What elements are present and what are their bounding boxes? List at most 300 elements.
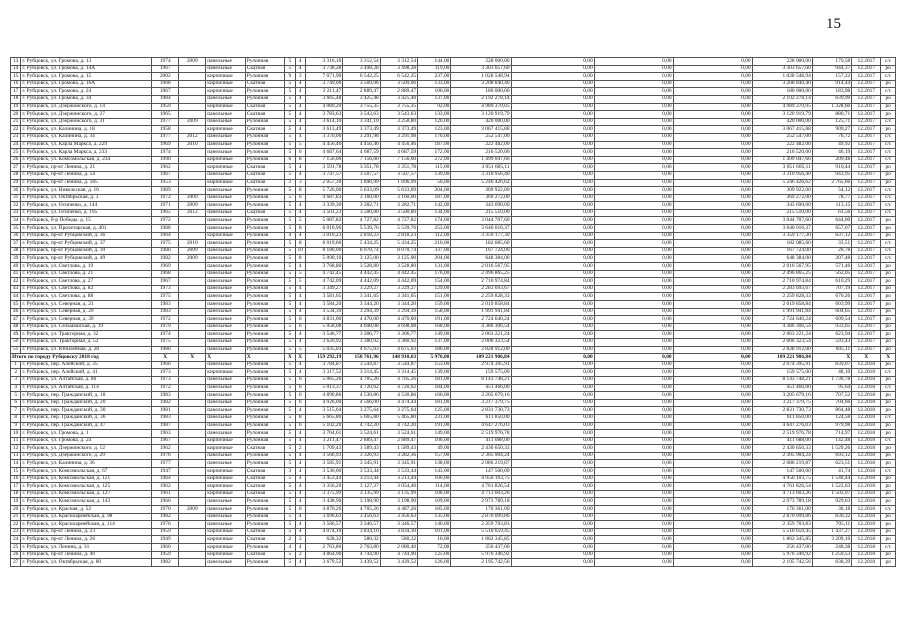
table-cell: 216 520,00 — [451, 149, 511, 157]
table-cell: 109,00 — [418, 498, 451, 506]
table-cell: 2 057,30 — [305, 179, 342, 187]
table-cell: 0,00 — [511, 544, 594, 552]
table-cell: Скатная — [245, 80, 284, 88]
table-cell: 1962 — [152, 164, 179, 172]
table-cell: 5 — [285, 126, 295, 134]
table-cell: 12.2018 — [852, 452, 881, 460]
table-cell: с/с — [881, 468, 896, 476]
table-cell: 0,00 — [594, 521, 673, 529]
table-cell: кирпичные — [206, 369, 245, 377]
table-cell: 1959 — [152, 551, 179, 559]
table-cell: 1 028 548,94 — [451, 73, 511, 81]
table-cell: 0,00 — [594, 559, 673, 567]
table-cell: ро — [881, 225, 896, 233]
table-cell: 0,00 — [511, 263, 594, 271]
table-cell: 4 — [295, 498, 305, 506]
table-cell: Рулонная — [245, 399, 284, 407]
table-cell — [179, 232, 206, 240]
table-cell: 5 — [285, 141, 295, 149]
table-cell: 153,00 — [418, 361, 451, 369]
table-cell: 707,52 — [812, 392, 851, 400]
table-cell: 12.2017 — [852, 179, 881, 187]
table-cell: 167 724,00 — [752, 247, 812, 255]
table-row — [11, 559, 896, 567]
table-cell: 23 — [11, 528, 21, 536]
table-cell: 5 — [285, 331, 295, 339]
table-cell: ро — [881, 80, 896, 88]
table-cell: 4 566,00 — [343, 399, 380, 407]
table-cell: 248,38 — [812, 544, 851, 552]
table-cell: 12.2018 — [852, 559, 881, 567]
table-cell: 12.2017 — [852, 247, 881, 255]
table-cell: г. Рубцовск, ул. Громова, д. 14А — [21, 65, 152, 73]
table-cell: 0,00 — [673, 156, 752, 164]
table-cell: 12.2017 — [852, 171, 881, 179]
table-cell: 222 482,00 — [752, 141, 812, 149]
table-cell: 12.2018 — [852, 437, 881, 445]
table-cell: 2 305 904,24 — [451, 452, 511, 460]
table-cell: 3 275,64 — [343, 407, 380, 415]
table-cell: 20,78 — [812, 247, 851, 255]
table-cell: 3 314,45 — [380, 369, 417, 377]
table-cell: 1973 — [152, 285, 179, 293]
table-cell: 944,37 — [812, 65, 851, 73]
table-cell: 0,00 — [594, 293, 673, 301]
table-cell: ро — [881, 361, 896, 369]
table-cell: 0,00 — [511, 156, 594, 164]
table-cell: 222 482,00 — [451, 141, 511, 149]
table-cell: ро — [881, 179, 896, 187]
table-cell: 3 127,37 — [343, 483, 380, 491]
table-cell: панельные — [206, 247, 245, 255]
table-cell: кирпичные — [206, 528, 245, 536]
table-row — [11, 301, 896, 309]
table-cell: 3 345,91 — [343, 460, 380, 468]
table-cell: 0,00 — [673, 126, 752, 134]
table-cell: ро — [881, 483, 896, 491]
table-cell: 12.2017 — [852, 285, 881, 293]
table-cell: 3 341,65 — [343, 293, 380, 301]
table-cell: 420 000,00 — [752, 118, 812, 126]
table-cell: 5 — [285, 95, 295, 103]
table-cell: 1962 — [152, 483, 179, 491]
table-cell: 231,00 — [418, 414, 451, 422]
table-cell: 0,00 — [511, 95, 594, 103]
table-cell: г. Рубцовск, б-р Победы, д. 15 — [21, 217, 152, 225]
table-cell: 4 744,90 — [343, 551, 380, 559]
table-cell: 5 — [285, 240, 295, 248]
table-cell: 6 — [295, 316, 305, 324]
table-cell: 603,99 — [812, 301, 851, 309]
table-cell: 12.2017 — [852, 202, 881, 210]
table-cell: Х — [245, 354, 284, 362]
table-cell — [179, 528, 206, 536]
table-cell: 106,00 — [418, 437, 451, 445]
table-cell: 0,00 — [594, 346, 673, 354]
table-cell: 113,15 — [812, 202, 851, 210]
table-cell: 0,00 — [511, 88, 594, 96]
table-cell: 4 720,62 — [343, 384, 380, 392]
table-cell: 5 — [285, 133, 295, 141]
table-cell — [179, 263, 206, 271]
table-cell: 8 143 748,21 — [752, 376, 812, 384]
table-cell: 33,51 — [812, 240, 851, 248]
table-cell — [179, 513, 206, 521]
table-cell: 12.2018 — [852, 506, 881, 514]
table-cell: 3 509,06 — [380, 80, 417, 88]
table-cell: 0,00 — [673, 361, 752, 369]
table-cell: 3 696,63 — [305, 513, 342, 521]
table-row — [11, 149, 896, 157]
table-row — [11, 80, 896, 88]
table-cell: 5 — [285, 301, 295, 309]
table-cell: кирпичные — [206, 126, 245, 134]
table-cell: 3 — [285, 179, 295, 187]
table-cell: 5 — [285, 149, 295, 157]
table-cell: панельные — [206, 384, 245, 392]
table-cell — [179, 270, 206, 278]
table-cell: 12.2017 — [852, 225, 881, 233]
table-cell: 125,00 — [418, 551, 451, 559]
table-cell: 148 910,63 — [380, 354, 417, 362]
table-cell: 106,00 — [418, 88, 451, 96]
table-cell: с/с — [881, 141, 896, 149]
table-cell: г. Рубцовск, пр-кт Рубцовский, д. 36 — [21, 232, 152, 240]
table-cell: 32 — [11, 202, 21, 210]
table-cell: 6 — [285, 156, 295, 164]
table-row — [11, 278, 896, 286]
table-cell: 34 — [11, 217, 21, 225]
table-cell: 16 — [11, 475, 21, 483]
table-cell: 166,00 — [418, 392, 451, 400]
table-cell: 6 — [295, 323, 305, 331]
table-cell: 2 724 640,24 — [451, 316, 511, 324]
table-cell: панельные — [206, 217, 245, 225]
table-cell: 0,00 — [511, 392, 594, 400]
table-cell: 0,00 — [673, 407, 752, 415]
table-cell: 4 705,26 — [343, 506, 380, 514]
table-cell: 4 — [295, 528, 305, 536]
table-cell: 3 351,78 — [380, 164, 417, 172]
table-cell: 0,00 — [673, 483, 752, 491]
table-cell: 0,00 — [673, 521, 752, 529]
table-cell: 0,00 — [673, 171, 752, 179]
table-cell: 172,00 — [418, 149, 451, 157]
table-row — [11, 369, 896, 377]
table-row — [11, 437, 896, 445]
table-cell: 0,00 — [594, 323, 673, 331]
table-cell: 170 361,00 — [451, 506, 511, 514]
table-cell: г. Рубцовск, пр-кт Ленина, д. 21 — [21, 164, 152, 172]
table-row — [11, 498, 896, 506]
table-cell: 0,00 — [511, 452, 594, 460]
table-cell: 4 — [295, 483, 305, 491]
table-cell: 1975 — [152, 338, 179, 346]
table-cell: 4 — [295, 331, 305, 339]
table-cell: г. Рубцовск, пер. Алейский, д. 35 — [21, 361, 152, 369]
table-cell: 3 834,10 — [343, 528, 380, 536]
table-cell: 256 437,00 — [451, 544, 511, 552]
table-cell: 43 — [11, 285, 21, 293]
table-cell: 0,00 — [594, 209, 673, 217]
table-cell: 0,00 — [594, 232, 673, 240]
table-cell: 1967 — [152, 88, 179, 96]
table-cell: 0,00 — [673, 346, 752, 354]
table-cell: 3 528,80 — [380, 263, 417, 271]
table-row — [11, 65, 896, 73]
table-cell: 2 763,80 — [343, 544, 380, 552]
table-row — [11, 263, 896, 271]
table-cell: 0,00 — [673, 316, 752, 324]
table-row — [11, 551, 896, 559]
table-cell: 0,00 — [673, 528, 752, 536]
table-cell: 14 — [11, 65, 21, 73]
table-cell — [179, 483, 206, 491]
table-cell: 1965 — [152, 111, 179, 119]
table-cell: 2 019 858,84 — [752, 301, 812, 309]
table-cell: 2 496 865,25 — [451, 270, 511, 278]
table-cell: 1977 — [152, 460, 179, 468]
table-cell: г. Рубцовск, ул. Комсомольская, д. 121 — [21, 475, 152, 483]
table-cell: 4 — [295, 209, 305, 217]
table-cell: г. Рубцовск, пр-кт Ленина, д. 40 — [21, 551, 152, 559]
table-cell: 1959 — [152, 528, 179, 536]
table-cell: Рулонная — [245, 392, 284, 400]
table-cell: г. Рубцовск, ул. Громова, д. 34 — [21, 95, 152, 103]
table-cell: 3 341,65 — [380, 293, 417, 301]
table-cell: 6 — [295, 194, 305, 202]
table-cell: 3 768,80 — [305, 263, 342, 271]
table-cell: 12.2017 — [852, 232, 881, 240]
table-cell: Скатная — [245, 164, 284, 172]
table-cell: 3 135,99 — [380, 490, 417, 498]
table-cell: панельные — [206, 171, 245, 179]
table-cell: 2 006 323,54 — [451, 338, 511, 346]
table-cell: 4 989 370,05 — [451, 103, 511, 111]
table-cell: 4 456,46 — [343, 141, 380, 149]
table-cell: г. Рубцовск, пр-кт Рубцовский, д. 49 — [21, 255, 152, 263]
table-cell: 1980 — [152, 247, 179, 255]
table-cell — [179, 475, 206, 483]
table-row — [11, 460, 896, 468]
table-cell: 0,00 — [511, 468, 594, 476]
table-cell — [179, 126, 206, 134]
table-cell — [179, 187, 206, 195]
table-cell — [179, 217, 206, 225]
table-cell: 8 — [295, 255, 305, 263]
table-cell: 2 — [295, 445, 305, 453]
table-cell: 1982 — [152, 255, 179, 263]
total-label: Итого по городу Рубцовску 2018 год — [11, 354, 152, 362]
table-cell: ро — [881, 376, 896, 384]
table-cell: 0,00 — [594, 263, 673, 271]
table-cell: 114,00 — [418, 483, 451, 491]
table-cell: 3 294,39 — [380, 308, 417, 316]
table-cell: Рулонная — [245, 437, 284, 445]
table-cell: 3 500,80 — [380, 209, 417, 217]
table-cell — [179, 323, 206, 331]
table-cell: 4 — [295, 452, 305, 460]
table-cell: 12.2017 — [852, 133, 881, 141]
table-cell: 0,00 — [511, 270, 594, 278]
table-cell: 0,00 — [594, 551, 673, 559]
table-cell: 3 344,20 — [343, 301, 380, 309]
table-cell: Рулонная — [245, 460, 284, 468]
table-cell: 42 — [11, 278, 21, 286]
table-cell: 0,00 — [673, 194, 752, 202]
table-cell: 1 259,53 — [812, 551, 851, 559]
table-cell: 4 950 103,75 — [752, 475, 812, 483]
table-cell: 8 — [295, 225, 305, 233]
table-cell: Рулонная — [245, 194, 284, 202]
table-cell: 142,48 — [812, 437, 851, 445]
table-cell: ро — [881, 103, 896, 111]
table-row — [11, 187, 896, 195]
table-cell: 48 — [11, 323, 21, 331]
table-cell: 108,00 — [418, 490, 451, 498]
table-cell: 0,00 — [594, 217, 673, 225]
table-cell: 0,00 — [511, 430, 594, 438]
table-cell: 0,00 — [594, 80, 673, 88]
table-row — [11, 171, 896, 179]
table-cell — [179, 80, 206, 88]
table-cell: 12.2018 — [852, 445, 881, 453]
table-cell: 2010 — [179, 141, 206, 149]
table-cell: 609,54 — [812, 316, 851, 324]
table-cell: 0,00 — [511, 285, 594, 293]
table-cell: 3 291,98 — [343, 133, 380, 141]
table-cell: 3 591,78 — [305, 164, 342, 172]
table-cell: 0,00 — [511, 460, 594, 468]
table-cell: 12.2017 — [852, 301, 881, 309]
table-cell: 1982 — [152, 513, 179, 521]
table-cell: 4 864,90 — [305, 551, 342, 559]
table-cell: 92,00 — [418, 103, 451, 111]
table-cell: 0,00 — [594, 133, 673, 141]
table-cell: 2 086 219,87 — [451, 460, 511, 468]
table-cell: 14 — [11, 460, 21, 468]
table-cell: 50 — [11, 338, 21, 346]
table-cell: 1990 — [152, 156, 179, 164]
table-cell: 138,00 — [418, 460, 451, 468]
table-cell: 0,00 — [594, 468, 673, 476]
table-cell: 7 156,00 — [343, 156, 380, 164]
table-cell: 0,00 — [673, 376, 752, 384]
table-cell: 3 585,91 — [305, 460, 342, 468]
table-cell: панельные — [206, 506, 245, 514]
table-cell: 4 705,26 — [343, 376, 380, 384]
table-cell: 3 120 919,79 — [752, 111, 812, 119]
table-cell: 5 — [285, 316, 295, 324]
table-cell: 1975 — [152, 293, 179, 301]
table-cell: 0,00 — [594, 240, 673, 248]
table-cell: 5 — [285, 414, 295, 422]
table-cell: 933,65 — [812, 323, 851, 331]
table-cell — [179, 384, 206, 392]
table-cell: г. Рубцовск, ул. Громова, д. 1 — [21, 430, 152, 438]
table-cell: 1 589,43 — [343, 445, 380, 453]
table-cell: 4 950 103,75 — [451, 475, 511, 483]
table-cell: Рулонная — [245, 316, 284, 324]
table-cell: 191,00 — [418, 422, 451, 430]
table-row — [11, 376, 896, 384]
table-row — [11, 111, 896, 119]
table-cell: 12.2018 — [852, 369, 881, 377]
table-cell: Рулонная — [245, 422, 284, 430]
table-cell: 6 — [295, 506, 305, 514]
table-cell: Рулонная — [245, 232, 284, 240]
table-cell: 124,58 — [812, 414, 851, 422]
table-cell: 3 229,27 — [343, 285, 380, 293]
table-cell: 2 283 693,67 — [451, 285, 511, 293]
table-cell: 6 — [295, 149, 305, 157]
table-cell: 10 — [11, 430, 21, 438]
table-cell: г. Рубцовск, пр-кт Ленина, д. 185 — [21, 179, 152, 187]
table-cell: 0,00 — [673, 141, 752, 149]
table-cell: 0,00 — [673, 445, 752, 453]
table-cell: 4 687,64 — [305, 149, 342, 157]
table-cell: 5 — [285, 118, 295, 126]
table-cell: г. Рубцовск, пер. Гражданский, д. 47 — [21, 422, 152, 430]
table-cell: панельные — [206, 225, 245, 233]
table-cell — [179, 346, 206, 354]
table-cell: 1971 — [152, 202, 179, 210]
table-cell: 5 539,76 — [343, 225, 380, 233]
table-cell: Рулонная — [245, 338, 284, 346]
table-cell: панельные — [206, 407, 245, 415]
table-cell: 4 647 276,03 — [752, 422, 812, 430]
table-cell: 0,00 — [673, 551, 752, 559]
table-cell: 2 889,47 — [343, 88, 380, 96]
table-cell: панельные — [206, 414, 245, 422]
table-cell: 5 976,00 — [418, 354, 451, 362]
table-cell: 23 — [11, 133, 21, 141]
table-cell: 704,66 — [812, 399, 851, 407]
table-cell: с/с — [881, 118, 896, 126]
table-cell: 12.2018 — [852, 483, 881, 491]
table-cell: 5 — [285, 285, 295, 293]
table-cell: 46,19 — [812, 149, 851, 157]
table-cell: 0,00 — [511, 506, 594, 514]
table-cell: 3 310 956,40 — [451, 171, 511, 179]
table-cell: 3 747,57 — [305, 171, 342, 179]
table-cell: Рулонная — [245, 202, 284, 210]
table-cell: 18 — [11, 490, 21, 498]
table-row — [11, 468, 896, 476]
table-cell: 1983 — [152, 308, 179, 316]
table-cell: 0,00 — [594, 111, 673, 119]
table-cell: ро — [881, 521, 896, 529]
table-cell: 4 — [295, 559, 305, 567]
table-cell: 2 080,40 — [380, 544, 417, 552]
table-cell: с/с — [881, 437, 896, 445]
table-cell: 1967 — [152, 171, 179, 179]
table-cell: 158,00 — [418, 308, 451, 316]
table-cell: с/с — [881, 58, 896, 66]
table-cell: 106,00 — [418, 475, 451, 483]
table-cell: Рулонная — [245, 141, 284, 149]
table-cell: 4 — [295, 202, 305, 210]
table-cell: 180 000,00 — [752, 88, 812, 96]
table-cell: г. Рубцовск, ул. Комсомольская, д. 67 — [21, 468, 152, 476]
table-cell: 204,00 — [418, 255, 451, 263]
table-cell: 17 — [11, 483, 21, 491]
table-cell: 0,00 — [511, 187, 594, 195]
table-cell: 3 044 707,60 — [451, 217, 511, 225]
table-cell: 4 727,82 — [380, 217, 417, 225]
table-cell: 4 074,10 — [305, 528, 342, 536]
table-cell: 5 — [285, 263, 295, 271]
